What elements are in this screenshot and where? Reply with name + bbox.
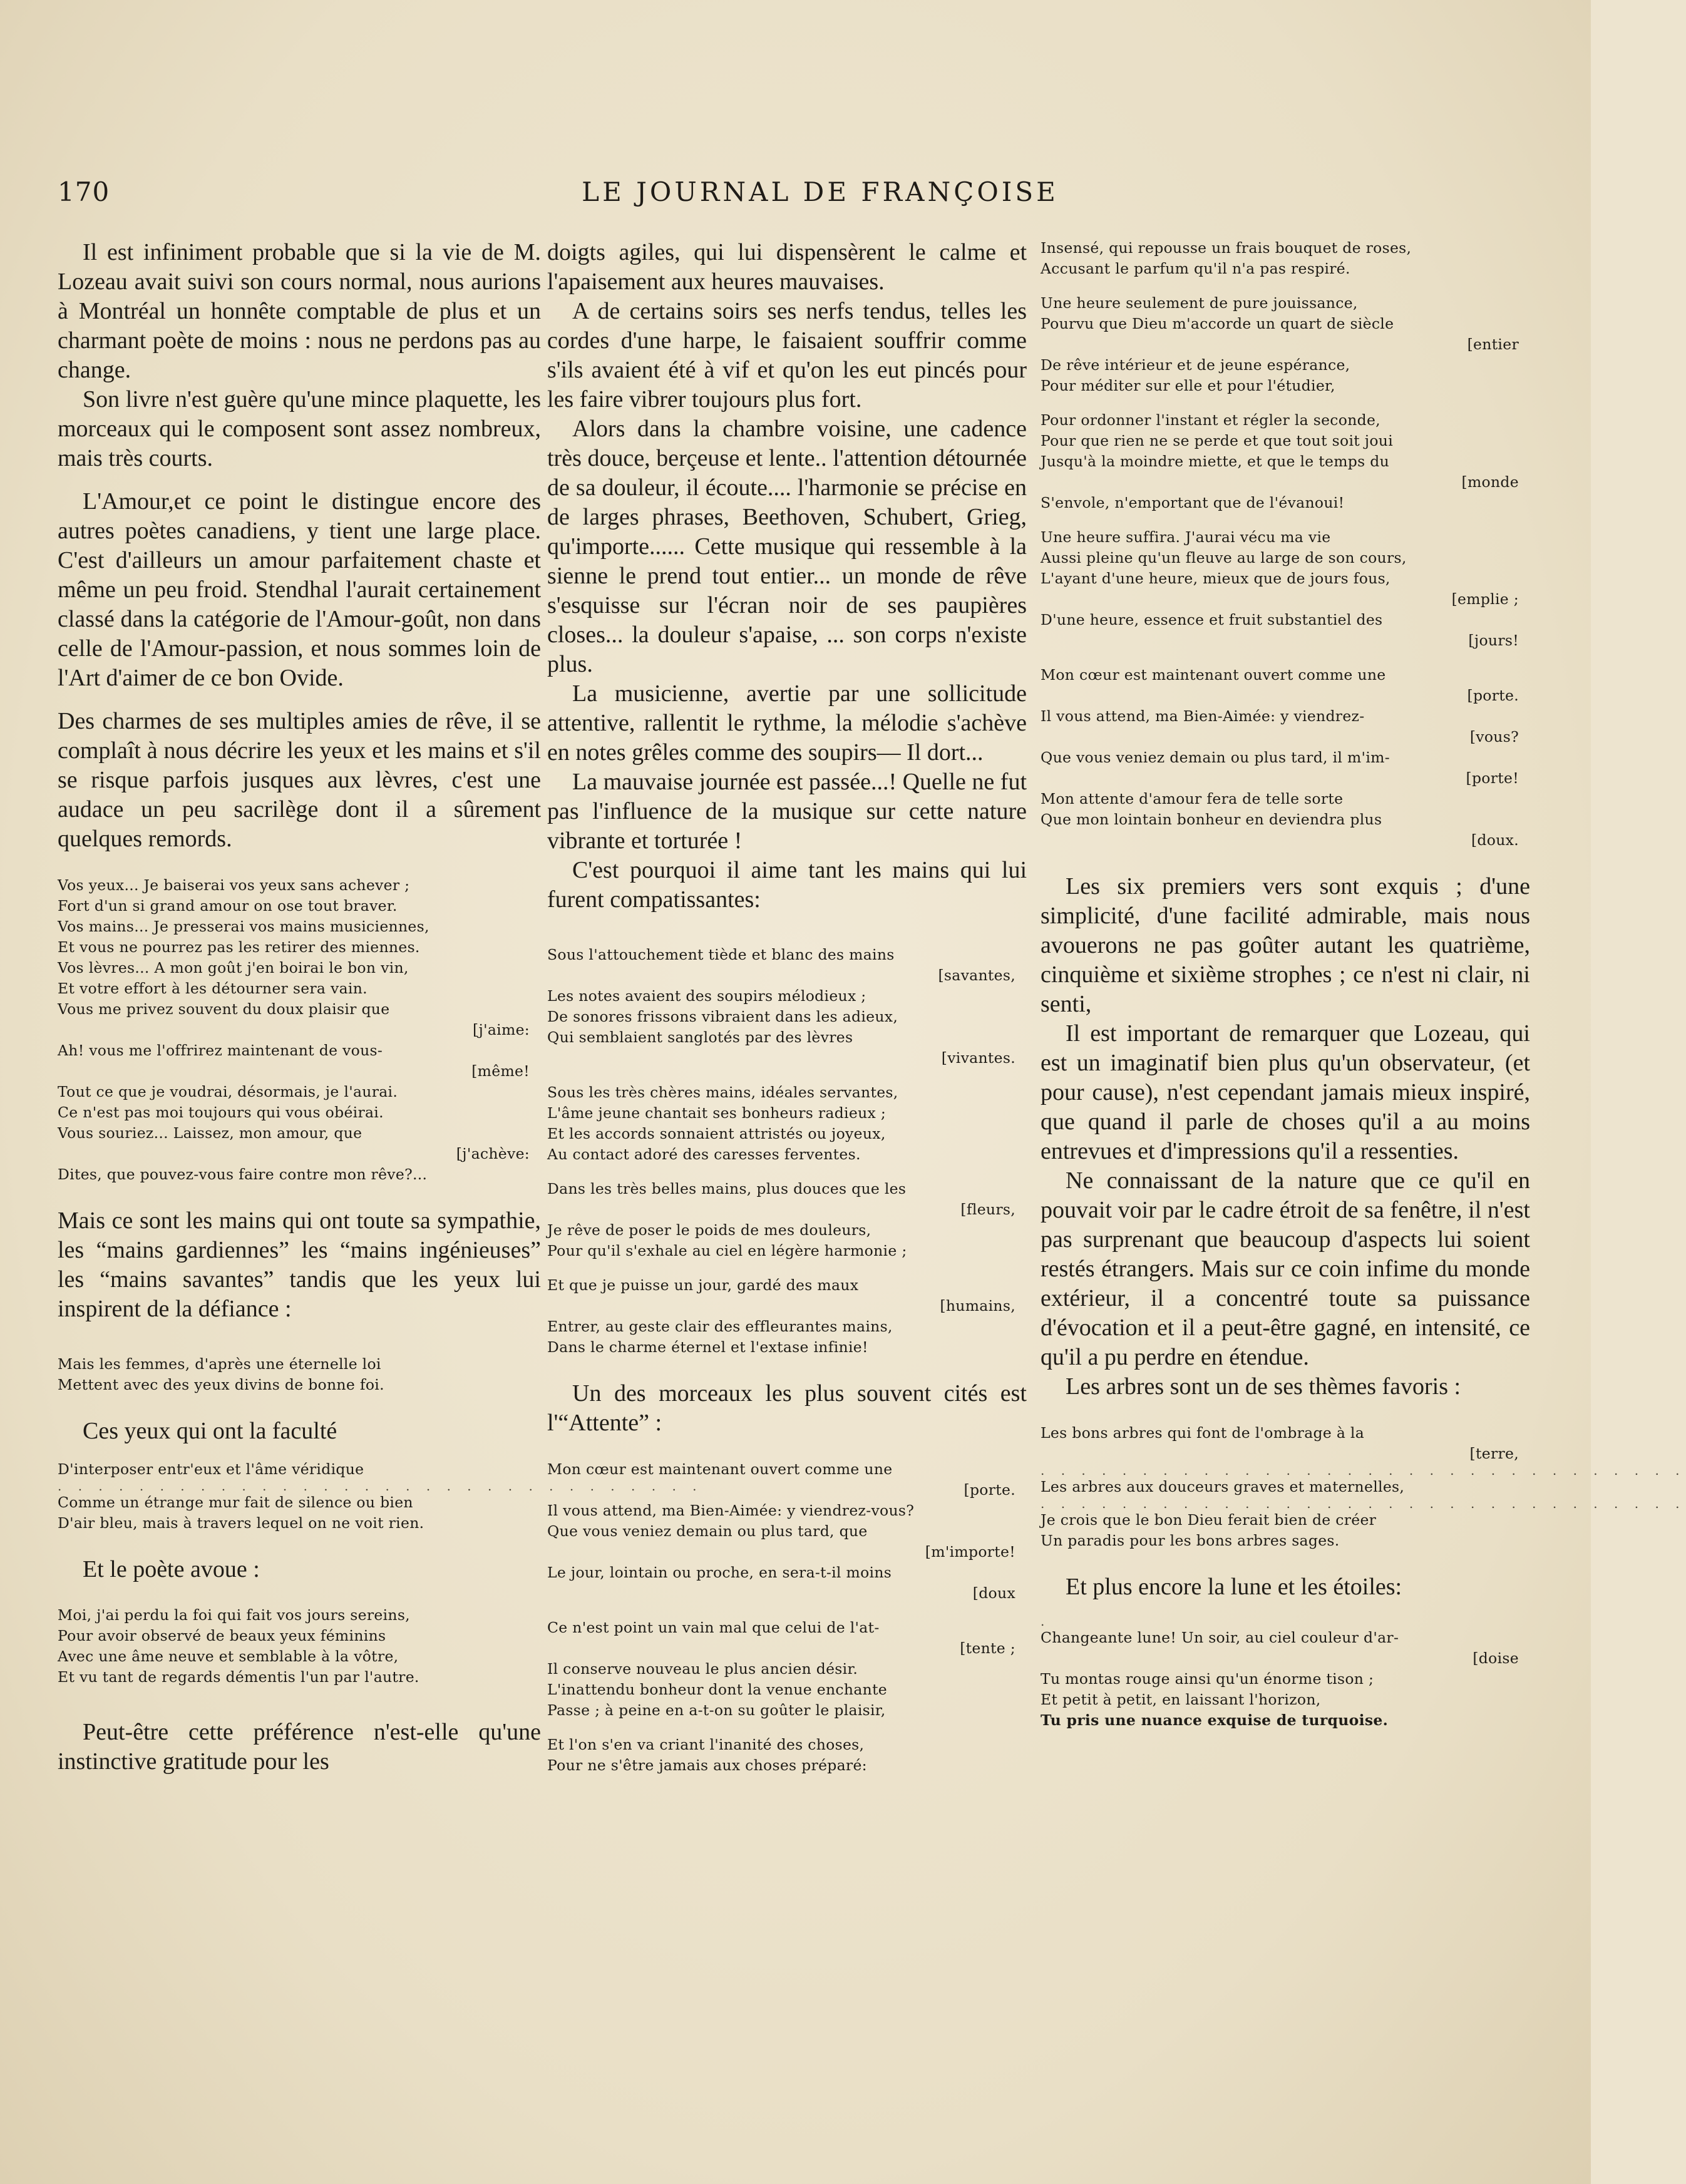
paragraph: Il est important de remarquer que Lozeau, qui est un imaginatif bien plus qu'un observateur, (et pour cause), n'est cependant jamais mieux inspiré, que quand il parle de choses qu'il a au moins entrevues et d'impressions qu'il a ressenties. xyxy=(1041,1020,1530,1164)
verse-line: Les arbres aux douceurs graves et maternelles, xyxy=(1041,1478,1405,1495)
verse-line: Dans les très belles mains, plus douces que les xyxy=(547,1180,907,1197)
verse-line-tail: [porte. xyxy=(1467,687,1519,704)
paragraph: doigts agiles, qui lui dispensèrent le calme et l'apaisement aux heures mauvaises. xyxy=(547,239,1027,295)
verse-line: Il vous attend, ma Bien-Aimée: y viendrez-vous? xyxy=(547,1502,915,1519)
verse-line: Et vous ne pourrez pas les retirer des miennes. xyxy=(58,938,420,956)
verse-line: Mon cœur est maintenant ouvert comme une xyxy=(547,1460,893,1478)
verse-line: Ah! vous me l'offrirez maintenant de vous- xyxy=(58,1042,383,1059)
verse-line-tail: [doux. xyxy=(1471,831,1519,849)
verse-line: Une heure suffira. J'aurai vécu ma vie xyxy=(1041,528,1331,546)
column-3 xyxy=(1041,238,1686,1731)
verse-line: Entrer, au geste clair des effleurantes mains, xyxy=(547,1318,893,1335)
poem-excerpt xyxy=(58,1354,541,1395)
verse-line: Et petit à petit, en laissant l'horizon, xyxy=(1041,1691,1321,1708)
verse-line: Vous me privez souvent du doux plaisir que xyxy=(58,1000,390,1018)
verse-line: Le jour, lointain ou proche, en sera-t-il moins xyxy=(547,1564,892,1581)
verse-line-tail: [j'aime: xyxy=(473,1021,530,1038)
ellipsis-rule: . . . . . . . . . . . . . . . . . . . . . . . . . . . . . . . . xyxy=(58,1479,703,1494)
ellipsis-rule: . . . . . . . . . . . . . . . . . . . . . . . . . . . . . . . . xyxy=(1041,1463,1686,1478)
paragraph: Et le poète avoue : xyxy=(83,1556,260,1582)
verse-line: Les bons arbres qui font de l'ombrage à la xyxy=(1041,1424,1365,1442)
verse-line: Pour ordonner l'instant et régler la seconde, xyxy=(1041,411,1380,429)
verse-line-tail: [doux xyxy=(972,1584,1015,1602)
verse-line: Dans le charme éternel et l'extase infinie! xyxy=(547,1338,868,1356)
verse-line: Comme un étrange mur fait de silence ou bien xyxy=(58,1494,413,1511)
verse-line: Sous les très chères mains, idéales servantes, xyxy=(547,1084,898,1101)
verse-line-tail: [j'achève: xyxy=(456,1145,530,1162)
paragraph: A de certains soirs ses nerfs tendus, telles les cordes d'une harpe, le faisaient souffrir comme s'ils avaient été à vif et qu'on les eut pincés pour les faire vibrer toujours plus fort. xyxy=(547,298,1027,413)
verse-line: Insensé, qui repousse un frais bouquet de roses, xyxy=(1041,239,1412,257)
ellipsis-rule: . . . . . . . . . . . . . . . . . . . . . . . . . . . . . . . . xyxy=(1041,1496,1686,1511)
verse-line: Mettent avec des yeux divins de bonne foi. xyxy=(58,1376,384,1393)
poem-excerpt xyxy=(58,875,541,1185)
verse-line-tail: [emplie ; xyxy=(1451,590,1519,608)
verse-line: Les notes avaient des soupirs mélodieux ; xyxy=(547,987,866,1005)
verse-line: Au contact adoré des caresses ferventes. xyxy=(547,1146,861,1163)
verse-line: Aussi pleine qu'un fleuve au large de son cours, xyxy=(1041,549,1407,567)
verse-line: Il vous attend, ma Bien-Aimée: y viendrez- xyxy=(1041,707,1365,725)
verse-line-tail: [savantes, xyxy=(938,966,1015,984)
paragraph: C'est pourquoi il aime tant les mains qui lui furent compatissantes: xyxy=(547,857,1027,913)
paragraph: Ces yeux qui ont la faculté xyxy=(83,1418,337,1444)
paragraph: Mais ce sont les mains qui ont toute sa sympathie, les “mains gardiennes” les “mains ingénieuses” les “mains savantes” tandis que les yeux lui inspirent de la défiance : xyxy=(58,1207,541,1322)
poem-excerpt xyxy=(1041,1423,1686,1551)
verse-line: L'inattendu bonheur dont la venue enchante xyxy=(547,1681,888,1698)
verse-line: Mais les femmes, d'après une éternelle loi xyxy=(58,1355,381,1373)
verse-line: Que vous veniez demain ou plus tard, que xyxy=(547,1522,868,1540)
verse-line: Et les accords sonnaient attristés ou joyeux, xyxy=(547,1125,886,1142)
verse-line-tail: [porte. xyxy=(964,1481,1015,1499)
verse-line-tail: [jours! xyxy=(1468,632,1519,649)
verse-line-tail: [monde xyxy=(1461,473,1519,491)
paragraph: L'Amour,et ce point le distingue encore des autres poètes canadiens, y tient une large place. C'est d'ailleurs un amour parfaitement chaste et même un peu froid. Stendhal l'aurait certainement classé dans la catégorie de l'Amour-goût, non dans celle de l'Amour-passion, et nous sommes loin de l'Art d'aimer de ce bon Ovide. xyxy=(58,488,541,691)
verse-line: Mon cœur est maintenant ouvert comme une xyxy=(1041,666,1386,684)
verse-line: Et vu tant de regards démentis l'un par l'autre. xyxy=(58,1668,419,1686)
paragraph: La mauvaise journée est passée...! Quelle ne fut pas l'influence de la musique sur cette nature vibrante et torturée ! xyxy=(547,769,1027,854)
paragraph: La musicienne, avertie par une sollicitude attentive, rallentit le rythme, la mélodie s'achève en notes grêles comme des soupirs— Il dort... xyxy=(547,680,1027,766)
verse-line-tail: [porte! xyxy=(1466,769,1519,787)
verse-line-tail: [terre, xyxy=(1469,1445,1519,1462)
verse-line: Vos lèvres... A mon goût j'en boirai le bon vin, xyxy=(58,959,409,977)
verse-line-tail: [vivantes. xyxy=(941,1049,1015,1067)
verse-line: Il conserve nouveau le plus ancien désir. xyxy=(547,1660,858,1678)
verse-line: Vos yeux... Je baiserai vos yeux sans achever ; xyxy=(58,876,410,894)
verse-line: Tu pris une nuance exquise de turquoise. xyxy=(1041,1711,1389,1729)
verse-line: Jusqu'à la moindre miette, et que le temps du xyxy=(1041,453,1390,470)
verse-line: Et l'on s'en va criant l'inanité des choses, xyxy=(547,1736,865,1753)
verse-line: Tout ce que je voudrai, désormais, je l'aurai. xyxy=(58,1083,398,1100)
verse-line: Pour que rien ne se perde et que tout soit joui xyxy=(1041,432,1394,449)
verse-line: Que vous veniez demain ou plus tard, il m'im- xyxy=(1041,749,1390,766)
paragraph: Son livre n'est guère qu'une mince plaquette, les morceaux qui le composent sont assez nombreux, mais très courts. xyxy=(58,386,541,471)
poem-excerpt xyxy=(547,1459,1027,1776)
verse-line: Et que je puisse un jour, gardé des maux xyxy=(547,1276,859,1294)
poem-excerpt xyxy=(1041,1615,1530,1731)
verse-line: Un paradis pour les bons arbres sages. xyxy=(1041,1532,1340,1549)
paragraph: Les six premiers vers sont exquis ; d'une simplicité, d'une facilité admirable, mais nous avouerons ne pas goûter autant les quatrième, cinquième et sixième strophes ; ce n'est ni clair, ni senti, xyxy=(1041,873,1530,1017)
paragraph: Ne connaissant de la nature que ce qu'il en pouvait voir par le cadre étroit de sa fenêtre, il n'est pas surprenant que beaucoup d'aspects lui soient restés étrangers. Mais sur ce coin infime du monde extérieur, il a concentré toute sa puissance d'évocation et il a peut-être gagné, en intensité, ce qu'il a pu perdre en étendue. xyxy=(1041,1167,1530,1370)
verse-line: S'envole, n'emportant que de l'évanoui! xyxy=(1041,494,1345,511)
paragraph: Il est infiniment probable que si la vie de M. Lozeau avait suivi son cours normal, nous aurions à Montréal un honnête comptable de plus et un charmant poète de moins : nous ne perdons pas au change. xyxy=(58,239,541,383)
verse-line: Ce n'est pas moi toujours qui vous obéirai. xyxy=(58,1104,384,1121)
verse-line: Accusant le parfum qu'il n'a pas respiré. xyxy=(1041,260,1350,277)
verse-line: Fort d'un si grand amour on ose tout braver. xyxy=(58,897,398,915)
verse-line: Qui semblaient sanglotés par des lèvres xyxy=(547,1028,853,1046)
verse-line: Pour avoir observé de beaux yeux féminins xyxy=(58,1627,386,1644)
paragraph: Peut-être cette préférence n'est-elle qu'une instinctive gratitude pour les xyxy=(58,1719,541,1775)
verse-line: Moi, j'ai perdu la foi qui fait vos jours sereins, xyxy=(58,1606,410,1624)
verse-line: Passe ; à peine en a-t-on su goûter le plaisir, xyxy=(547,1701,886,1719)
verse-line-tail: [entier xyxy=(1467,336,1519,353)
verse-line: Que mon lointain bonheur en deviendra plus xyxy=(1041,811,1382,828)
paragraph: Et plus encore la lune et les étoiles: xyxy=(1066,1574,1402,1600)
verse-line: De sonores frissons vibraient dans les adieux, xyxy=(547,1008,898,1025)
verse-line: Je rêve de poser le poids de mes douleurs, xyxy=(547,1221,871,1239)
verse-line: Dites, que pouvez-vous faire contre mon rêve?... xyxy=(58,1166,428,1183)
verse-line: D'air bleu, mais à travers lequel on ne voit rien. xyxy=(58,1514,424,1532)
verse-line: Ce n'est point un vain mal que celui de l'at- xyxy=(547,1619,880,1636)
verse-line: Sous l'attouchement tiède et blanc des mains xyxy=(547,946,895,963)
verse-line: L'âme jeune chantait ses bonheurs radieux ; xyxy=(547,1104,887,1122)
paragraph: Un des morceaux les plus souvent cités est l'“Attente” : xyxy=(547,1380,1027,1436)
verse-line: Et votre effort à les détourner sera vain. xyxy=(58,980,368,997)
paragraph: Alors dans la chambre voisine, une cadence très douce, berçeuse et lente.. l'attention détournée de sa douleur, il écoute.... l'harmonie se précise en de larges phrases, Beethoven, Schubert, Grieg, qu'importe...... Cette musique qui ressemble à la sienne le prend tout entier... un monde de rêve s'esquisse sur l'écran noir de ses paupières closes... la douleur s'apaise, ... son corps n'existe plus. xyxy=(547,416,1027,677)
verse-line-tail: [même! xyxy=(471,1062,530,1080)
page-number: 170 xyxy=(58,177,110,207)
verse-line-tail: [doise xyxy=(1473,1649,1519,1667)
verse-line: De rêve intérieur et de jeune espérance, xyxy=(1041,356,1350,374)
verse-line: L'ayant d'une heure, mieux que de jours fous, xyxy=(1041,570,1390,587)
paragraph: Les arbres sont un de ses thèmes favoris : xyxy=(1066,1373,1461,1400)
poem-excerpt xyxy=(58,1605,541,1688)
verse-line: Mon attente d'amour fera de telle sorte xyxy=(1041,790,1344,807)
verse-line: D'une heure, essence et fruit substantiel des xyxy=(1041,611,1383,628)
verse-line: Une heure seulement de pure jouissance, xyxy=(1041,294,1358,312)
verse-line-tail: [humains, xyxy=(940,1297,1015,1315)
verse-line: Je crois que le bon Dieu ferait bien de créer xyxy=(1041,1511,1377,1529)
verse-line: Pourvu que Dieu m'accorde un quart de siècle xyxy=(1041,315,1394,332)
verse-line-tail: [tente ; xyxy=(960,1639,1015,1657)
verse-line: Vos mains... Je presserai vos mains musiciennes, xyxy=(58,918,429,935)
verse-line: Pour qu'il s'exhale au ciel en légère harmonie ; xyxy=(547,1242,907,1259)
verse-line: Changeante lune! Un soir, au ciel couleur d'ar- xyxy=(1041,1629,1399,1646)
verse-line: Tu montas rouge ainsi qu'un énorme tison ; xyxy=(1041,1670,1374,1688)
verse-line: Vous souriez... Laissez, mon amour, que xyxy=(58,1124,362,1142)
verse-line: Pour ne s'être jamais aux choses préparé: xyxy=(547,1756,867,1774)
poem-excerpt xyxy=(58,1459,703,1534)
running-title: LE JOURNAL DE FRANÇOISE xyxy=(582,177,1059,207)
paragraph: Des charmes de ses multiples amies de rêve, il se complaît à nous décrire les yeux et les mains et s'il se risque parfois jusques aux lèvres, c'est une audace un peu sacrilège dont il a sûrement quelques remords. xyxy=(58,708,541,852)
verse-line: Pour méditer sur elle et pour l'étudier, xyxy=(1041,377,1335,394)
poem-excerpt xyxy=(1041,238,1530,851)
verse-line-tail: [m'importe! xyxy=(925,1543,1015,1561)
verse-line-tail: [fleurs, xyxy=(960,1201,1015,1218)
verse-line-tail: [vous? xyxy=(1469,728,1519,746)
verse-line: Avec une âme neuve et semblable à la vôtre, xyxy=(58,1648,399,1665)
column-2 xyxy=(547,238,1027,1776)
poem-excerpt xyxy=(547,945,1027,1358)
verse-line: D'interposer entr'eux et l'âme véridique xyxy=(58,1460,364,1478)
ellipsis-rule: . xyxy=(1041,1614,1051,1629)
